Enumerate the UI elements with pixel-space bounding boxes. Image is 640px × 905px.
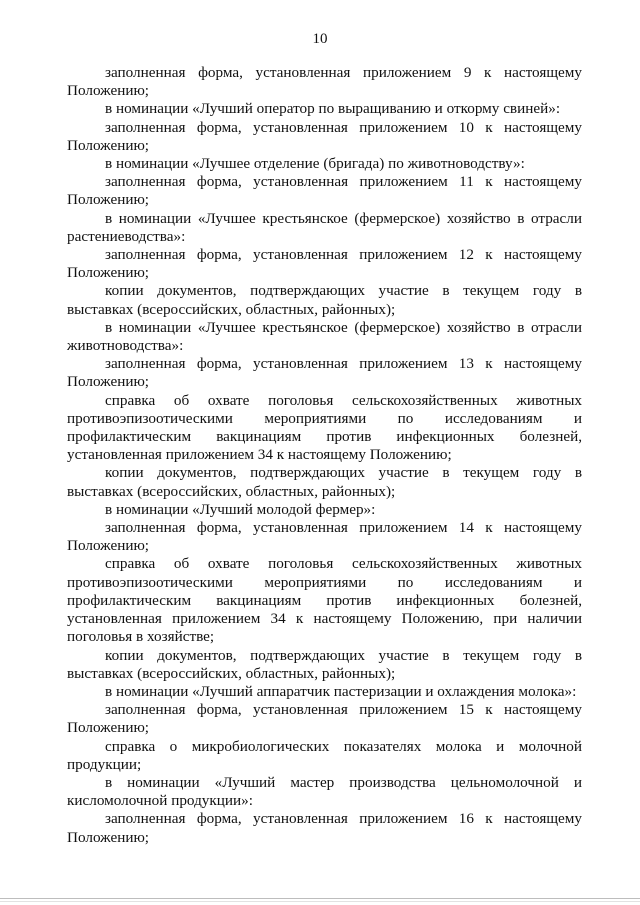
paragraph: копии документов, подтверждающих участие в текущем году в выставках (всероссийских, областных, районных); [67,464,582,500]
paragraph: в номинации «Лучший молодой фермер»: [105,500,376,518]
paragraph: заполненная форма, установленная приложением 9 к настоящему Положению; [67,64,582,100]
scan-edge-line [0,901,640,902]
paragraph: заполненная форма, установленная приложением 14 к настоящему Положению; [67,519,582,555]
paragraph: в номинации «Лучшее крестьянское (фермерское) хозяйство в отрасли растениеводства»: [67,209,582,245]
document-body [67,64,582,847]
paragraph: справка об охвате поголовья сельскохозяйственных животных противоэпизоотическими мероприятиями по исследованиям и профилактическим вакцинациям против инфекционных болезней, установленная приложением 34 к настоящему Положению; [67,391,582,464]
paragraph: заполненная форма, установленная приложением 16 к настоящему Положению; [67,810,582,846]
paragraph: в номинации «Лучший оператор по выращиванию и откорму свиней»: [105,100,561,118]
paragraph: заполненная форма, установленная приложением 10 к настоящему Положению; [67,118,582,154]
paragraph: копии документов, подтверждающих участие в текущем году в выставках (всероссийских, областных, районных); [67,646,582,682]
paragraph: в номинации «Лучший аппаратчик пастеризации и охлаждения молока»: [105,682,577,700]
paragraph: заполненная форма, установленная приложением 11 к настоящему Положению; [67,173,582,209]
paragraph: справка об охвате поголовья сельскохозяйственных животных противоэпизоотическими мероприятиями по исследованиям и профилактическим вакцинациям против инфекционных болезней, установленная приложением 34 к настоящему Положению, при наличии поголовья в хозяйстве; [67,555,582,646]
paragraph: справка о микробиологических показателях молока и молочной продукции; [67,737,582,773]
paragraph: копии документов, подтверждающих участие в текущем году в выставках (всероссийских, областных, районных); [67,282,582,318]
paragraph: в номинации «Лучшее отделение (бригада) по животноводству»: [105,155,525,173]
paragraph: в номинации «Лучшее крестьянское (фермерское) хозяйство в отрасли животноводства»: [67,318,582,355]
paragraph: заполненная форма, установленная приложением 13 к настоящему Положению; [67,355,582,391]
scan-edge-line [0,898,640,899]
page-number: 10 [312,31,328,47]
paragraph: заполненная форма, установленная приложением 15 к настоящему Положению; [67,701,582,737]
paragraph: в номинации «Лучший мастер производства цельномолочной и кисломолочной продукции»: [67,773,582,810]
paragraph: заполненная форма, установленная приложением 12 к настоящему Положению; [67,246,582,282]
